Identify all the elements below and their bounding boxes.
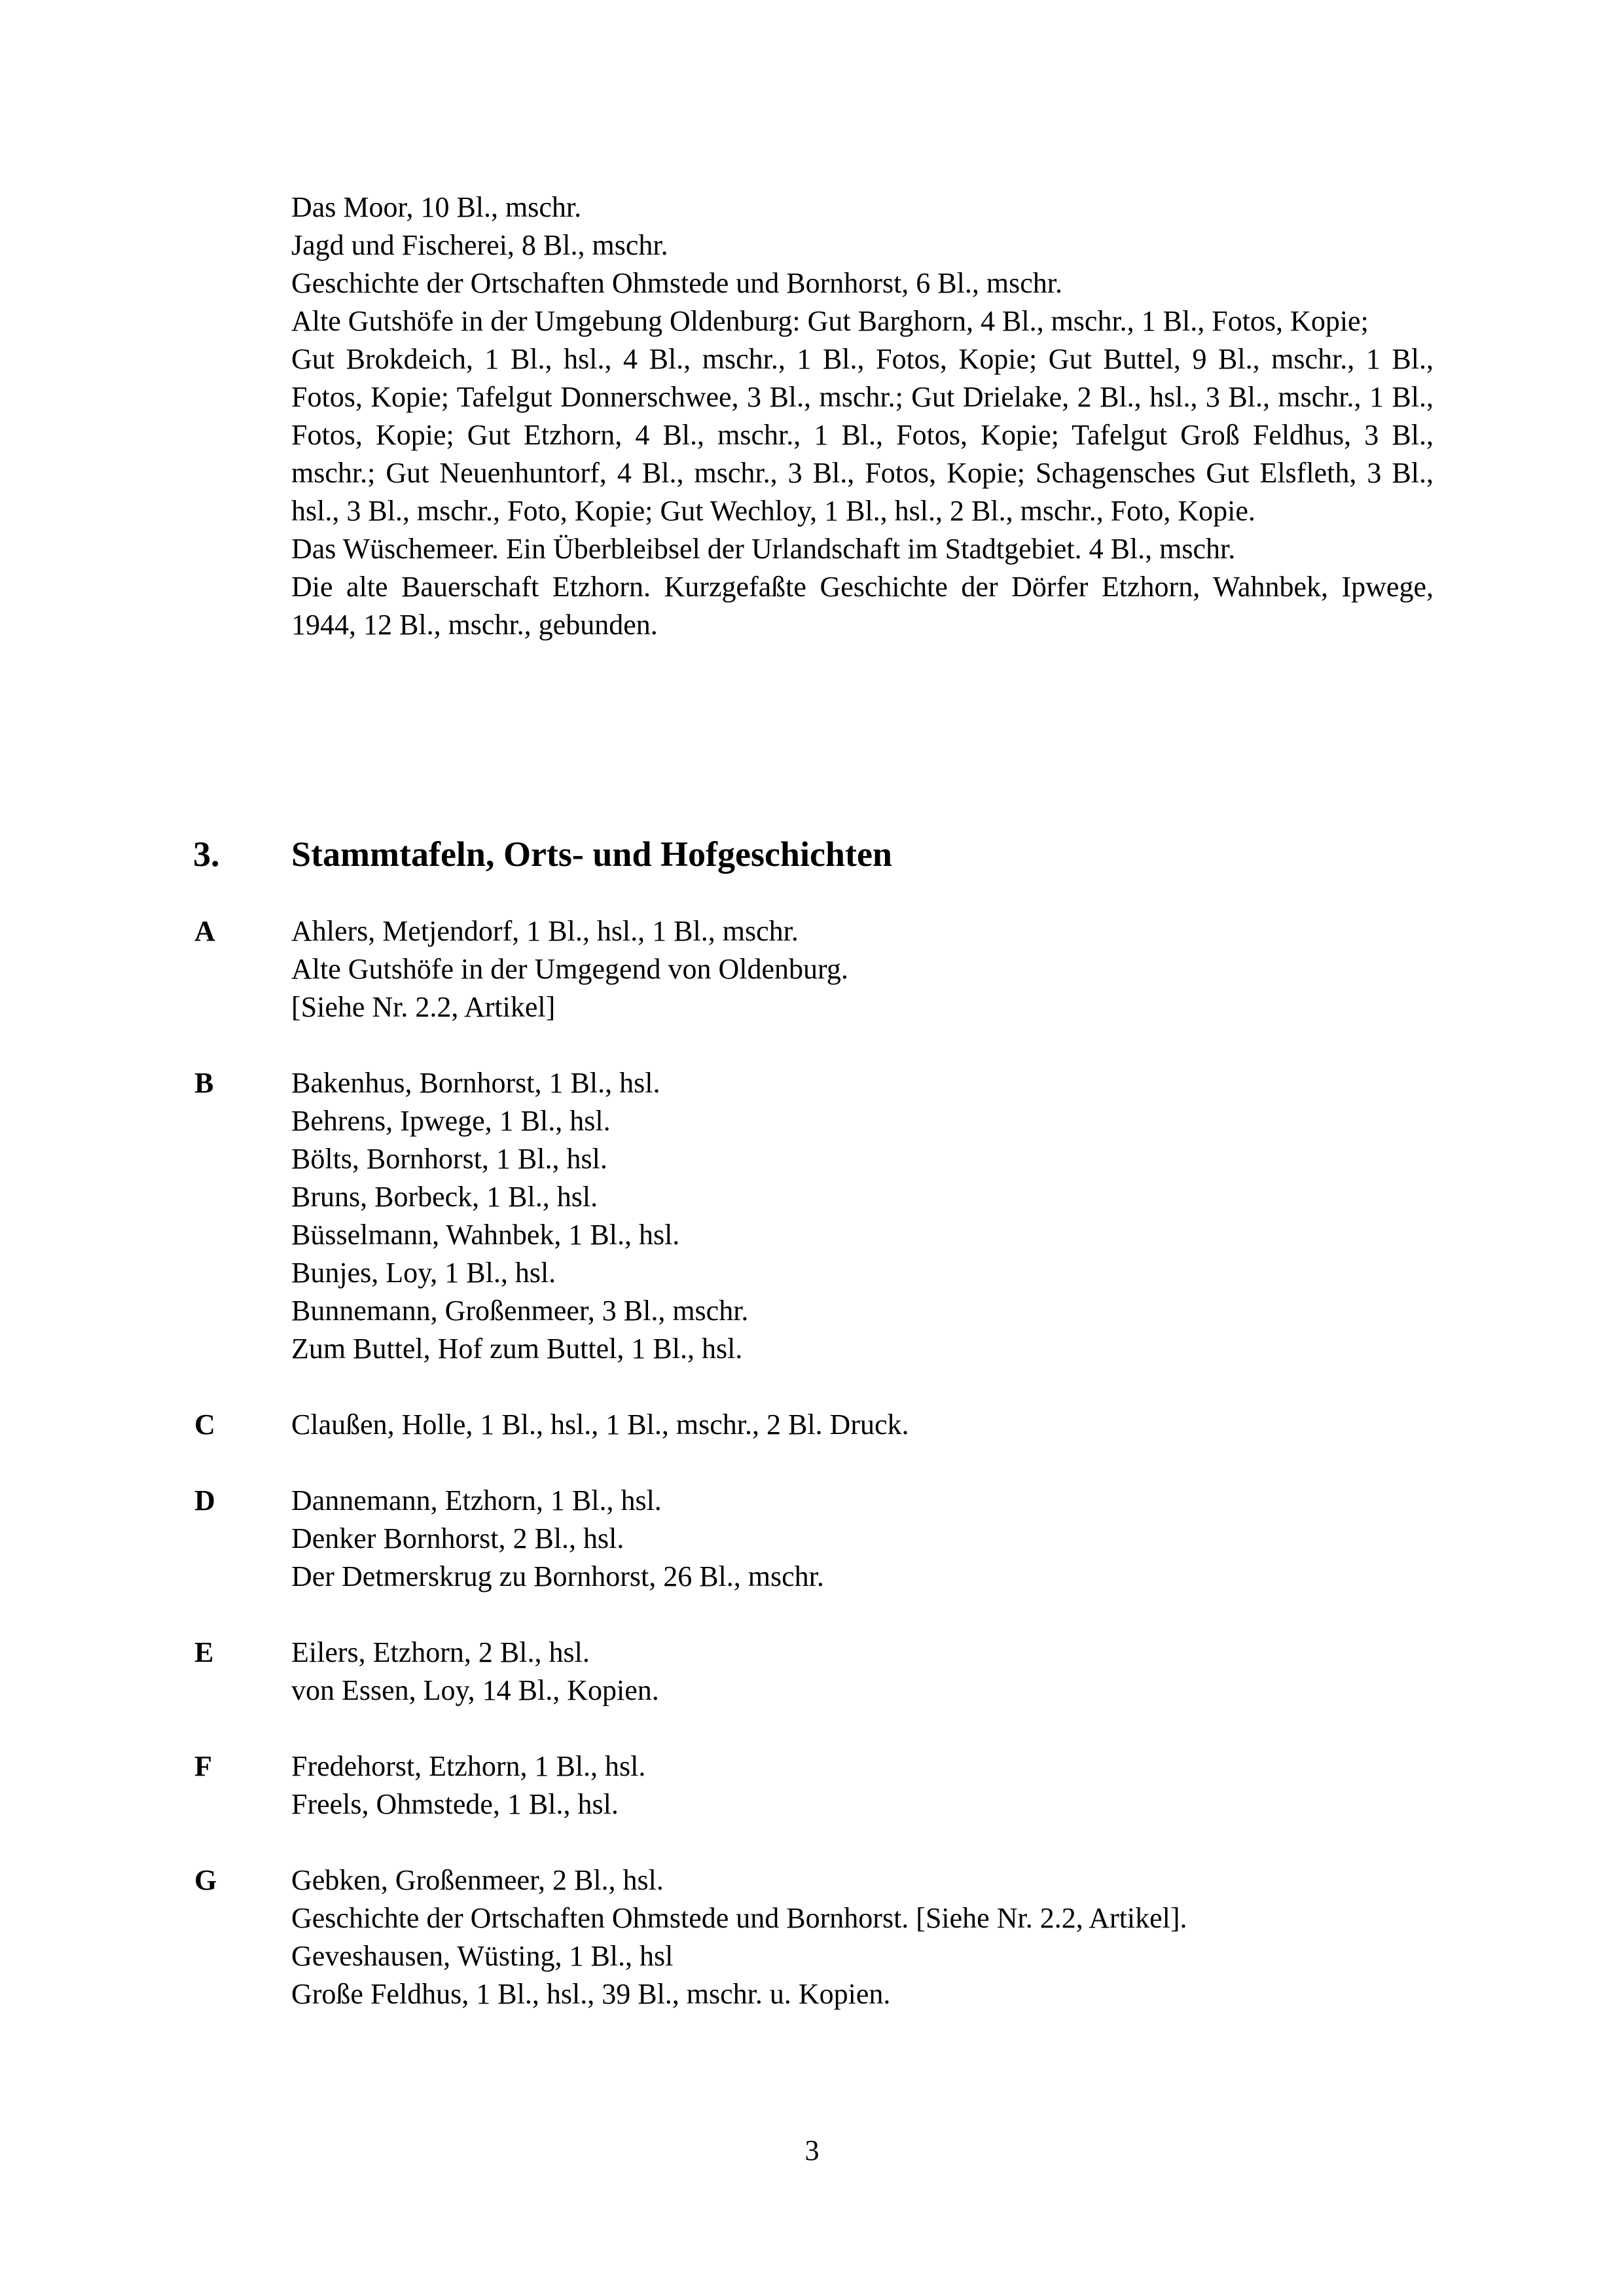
- list-item: Zum Buttel, Hof zum Buttel, 1 Bl., hsl.: [291, 1333, 743, 1365]
- group-letter: B: [194, 1067, 214, 1099]
- group-entries: [291, 1482, 1437, 1596]
- list-item: Bakenhus, Bornhorst, 1 Bl., hsl.: [291, 1067, 660, 1099]
- list-item: Geveshausen, Wüsting, 1 Bl., hsl: [291, 1940, 674, 1972]
- list-item: Bunnemann, Großenmeer, 3 Bl., mschr.: [291, 1295, 749, 1327]
- intro-line: Gut Brokdeich, 1 Bl., hsl., 4 Bl., mschr., 1 Bl., Fotos, Kopie; Gut Buttel, 9 Bl., mschr., 1 Bl., Fotos, Kopie; Tafelgut Donnerschwee, 3 Bl., mschr.; Gut Drielake, 2 Bl., hsl., 3 Bl., mschr., 1 Bl., Fotos, Kopie; Gut Etzhorn, 4 Bl., mschr., 1 Bl., Fotos, Kopie; Tafelgut Groß Feldhus, 3 Bl., mschr.; Gut Neuenhuntorf, 4 Bl., mschr., 3 Bl., Fotos, Kopie; Schagensches Gut Elsfleth, 3 Bl., hsl., 3 Bl., mschr., Foto, Kopie; Gut Wechloy, 1 Bl., hsl., 2 Bl., mschr., Foto, Kopie.: [291, 343, 1434, 527]
- list-item: von Essen, Loy, 14 Bl., Kopien.: [291, 1674, 659, 1706]
- intro-list: [291, 188, 1434, 644]
- list-item: Freels, Ohmstede, 1 Bl., hsl.: [291, 1788, 619, 1820]
- letter-group-e: [193, 1634, 1437, 1710]
- letter-group-c: [193, 1406, 1437, 1444]
- group-letter: E: [194, 1636, 214, 1668]
- letter-group-d: [193, 1482, 1437, 1596]
- group-entries: [291, 1748, 1437, 1823]
- list-item: Claußen, Holle, 1 Bl., hsl., 1 Bl., mschr., 2 Bl. Druck.: [291, 1408, 909, 1441]
- group-entries: [291, 1634, 1437, 1710]
- list-item: Behrens, Ipwege, 1 Bl., hsl.: [291, 1105, 611, 1137]
- list-item: Bruns, Borbeck, 1 Bl., hsl.: [291, 1181, 598, 1213]
- group-letter: G: [194, 1864, 217, 1896]
- group-entries: [291, 1861, 1437, 2013]
- letter-group-a: [193, 912, 1437, 1026]
- list-item: Denker Bornhorst, 2 Bl., hsl.: [291, 1522, 624, 1554]
- intro-line: Das Wüschemeer. Ein Überbleibsel der Urlandschaft im Stadtgebiet. 4 Bl., mschr.: [291, 533, 1236, 565]
- list-item: Eilers, Etzhorn, 2 Bl., hsl.: [291, 1636, 590, 1668]
- intro-line: Das Moor, 10 Bl., mschr.: [291, 191, 582, 223]
- list-item: Ahlers, Metjendorf, 1 Bl., hsl., 1 Bl., mschr.: [291, 915, 799, 947]
- list-item: Bunjes, Loy, 1 Bl., hsl.: [291, 1257, 556, 1289]
- group-letter: A: [194, 915, 215, 947]
- intro-line: Geschichte der Ortschaften Ohmstede und Bornhorst, 6 Bl., mschr.: [291, 267, 1062, 299]
- list-item: Büsselmann, Wahnbek, 1 Bl., hsl.: [291, 1219, 680, 1251]
- section-title: Stammtafeln, Orts- und Hofgeschichten: [291, 834, 892, 874]
- section-number: 3.: [193, 834, 220, 874]
- page-number: 3: [804, 2134, 820, 2166]
- list-item: Der Detmerskrug zu Bornhorst, 26 Bl., mschr.: [291, 1560, 824, 1592]
- list-item: Geschichte der Ortschaften Ohmstede und Bornhorst. [Siehe Nr. 2.2, Artikel].: [291, 1902, 1187, 1934]
- list-item: [Siehe Nr. 2.2, Artikel]: [291, 991, 556, 1023]
- group-letter: F: [194, 1750, 212, 1782]
- group-entries: [291, 1406, 1437, 1444]
- letter-group-f: [193, 1748, 1437, 1823]
- list-item: Gebken, Großenmeer, 2 Bl., hsl.: [291, 1864, 664, 1896]
- intro-line: Alte Gutshöfe in der Umgebung Oldenburg: Gut Barghorn, 4 Bl., mschr., 1 Bl., Fotos, Kopie;: [291, 305, 1369, 337]
- list-item: Fredehorst, Etzhorn, 1 Bl., hsl.: [291, 1750, 646, 1782]
- letter-group-b: [193, 1064, 1437, 1368]
- alphabetical-index: [193, 912, 1437, 2051]
- list-item: Alte Gutshöfe in der Umgegend von Oldenburg.: [291, 953, 848, 985]
- intro-line: Die alte Bauerschaft Etzhorn. Kurzgefaßte Geschichte der Dörfer Etzhorn, Wahnbek, Ipwege, 1944, 12 Bl., mschr., gebunden.: [291, 571, 1434, 641]
- letter-group-g: [193, 1861, 1437, 2013]
- group-entries: [291, 912, 1437, 1026]
- group-letter: C: [194, 1408, 215, 1441]
- group-entries: [291, 1064, 1437, 1368]
- list-item: Bölts, Bornhorst, 1 Bl., hsl.: [291, 1143, 607, 1175]
- list-item: Große Feldhus, 1 Bl., hsl., 39 Bl., mschr. u. Kopien.: [291, 1978, 891, 2010]
- group-letter: D: [194, 1484, 215, 1516]
- list-item: Dannemann, Etzhorn, 1 Bl., hsl.: [291, 1484, 662, 1516]
- intro-line: Jagd und Fischerei, 8 Bl., mschr.: [291, 229, 668, 261]
